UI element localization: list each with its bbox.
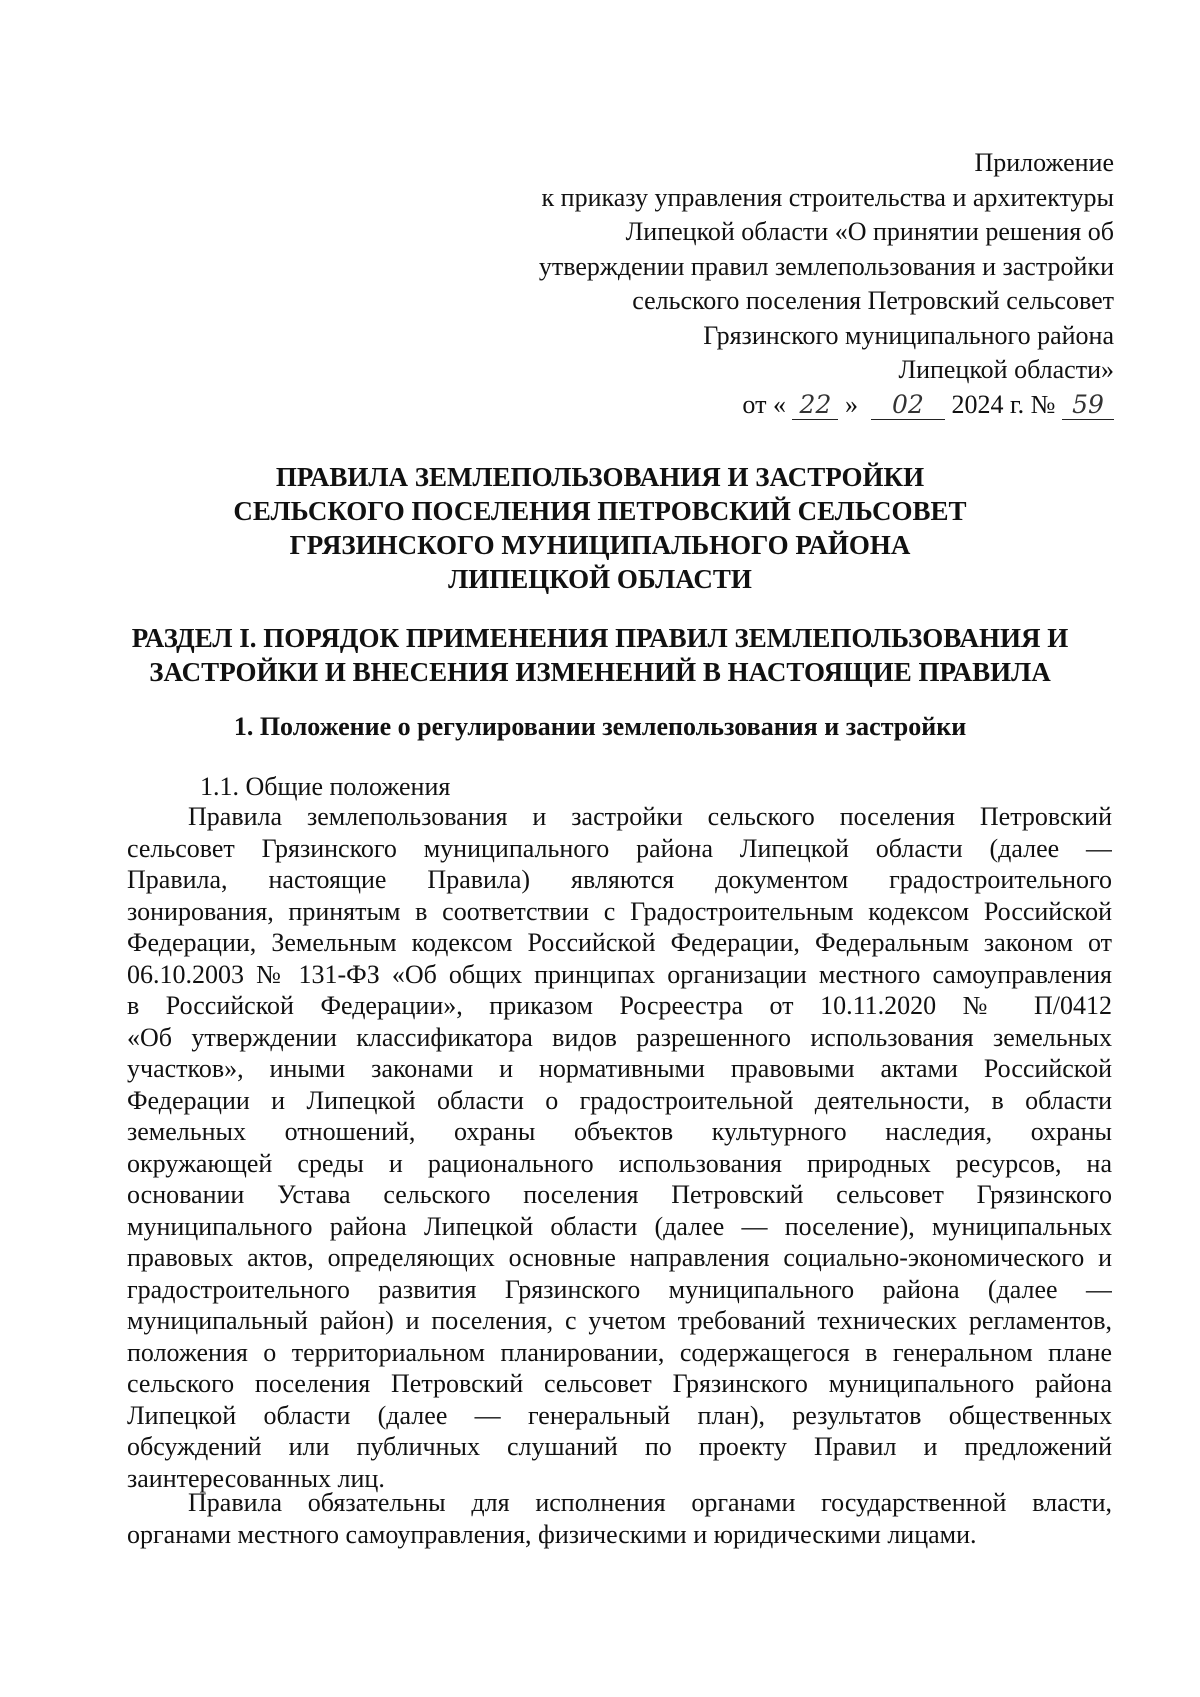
appendix-header (539, 146, 1114, 422)
paragraph-line: заинтересованных лиц. (127, 1463, 385, 1493)
paragraph-line: «Об утверждении классификатора видов разрешенного использования земельных (127, 1022, 1112, 1052)
title-line: ЛИПЕЦКОЙ ОБЛАСТИ (448, 564, 752, 594)
title-line: ПРАВИЛА ЗЕМЛЕПОЛЬЗОВАНИЯ И ЗАСТРОЙКИ (275, 462, 925, 492)
paragraph-line: Правила землепользования и застройки сельского поселения Петровский (188, 802, 1112, 831)
subsubsection-heading: 1.1. Общие положения (200, 772, 451, 801)
paragraph-line: положения о территориальном планировании, содержащегося в генеральном плане (127, 1337, 1112, 1367)
paragraph-line: муниципального района Липецкой области (далее — поселение), муниципальных (127, 1211, 1112, 1241)
body-paragraph-1 (127, 801, 1112, 1494)
handwritten-day: 22 (792, 391, 838, 420)
appendix-line: Грязинского муниципального района (703, 320, 1114, 350)
title-line: СЕЛЬСКОГО ПОСЕЛЕНИЯ ПЕТРОВСКИЙ СЕЛЬСОВЕТ (233, 496, 967, 526)
paragraph-line: правовых актов, определяющих основные направления социально-экономического и (127, 1243, 1112, 1272)
date-prefix: от « (742, 389, 786, 419)
body-paragraph-2 (127, 1487, 1112, 1550)
paragraph-line: земельных отношений, охраны объектов культурного наследия, охраны (127, 1117, 1112, 1146)
order-date-line (539, 388, 1114, 423)
paragraph-line: зонирования, принятым в соответствии с Градостроительным кодексом Российской (127, 896, 1112, 926)
date-quote-close: » (844, 389, 858, 419)
paragraph-line: 06.10.2003 № 131-ФЗ «Об общих принципах организации местного самоуправления (127, 959, 1112, 989)
paragraph-line: Правила обязательны для исполнения органами государственной власти, (188, 1488, 1112, 1517)
subsection-heading: 1. Положение о регулировании землепользования и застройки (233, 712, 967, 741)
appendix-line: Липецкой области» (898, 355, 1114, 384)
paragraph-line: окружающей среды и рационального использования природных ресурсов, на (127, 1148, 1112, 1178)
paragraph-line: муниципальный район) и поселения, с учетом требований технических регламентов, (127, 1306, 1112, 1335)
paragraph-line: Правила, настоящие Правила) являются документом градостроительного (127, 865, 1112, 894)
paragraph-line: в Российской Федерации», приказом Росреестра от 10.11.2020 № П/0412 (127, 991, 1112, 1020)
section-heading-line: РАЗДЕЛ I. ПОРЯДОК ПРИМЕНЕНИЯ ПРАВИЛ ЗЕМЛЕПОЛЬЗОВАНИЯ И (131, 623, 1069, 653)
paragraph-line: градостроительного развития Грязинского муниципального района (далее — (127, 1274, 1112, 1304)
appendix-line: утверждении правил землепользования и застройки (538, 251, 1114, 281)
year-and-number-label: 2024 г. № (951, 389, 1056, 419)
paragraph-line: обсуждений или публичных слушаний по проекту Правил и предложений (127, 1432, 1112, 1461)
title-line: ГРЯЗИНСКОГО МУНИЦИПАЛЬНОГО РАЙОНА (289, 530, 911, 560)
section-heading-line: ЗАСТРОЙКИ И ВНЕСЕНИЯ ИЗМЕНЕНИЙ В НАСТОЯЩИЕ ПРАВИЛА (149, 657, 1051, 687)
paragraph-line: сельского поселения Петровский сельсовет Грязинского муниципального района (127, 1369, 1112, 1398)
appendix-line: к приказу управления строительства и архитектуры (541, 182, 1114, 212)
document-title (86, 460, 1114, 596)
handwritten-month: 02 (871, 391, 945, 420)
paragraph-line: основании Устава сельского поселения Петровский сельсовет Грязинского (127, 1180, 1112, 1209)
appendix-line: Приложение (974, 148, 1114, 177)
paragraph-line: участков», иными законами и нормативными правовыми актами Российской (127, 1054, 1112, 1083)
paragraph-line: Липецкой области (далее — генеральный план), результатов общественных (127, 1400, 1112, 1430)
paragraph-line: Федерации, Земельным кодексом Российской Федерации, Федеральным законом от (127, 928, 1112, 957)
section-heading (86, 621, 1114, 689)
handwritten-order-number: 59 (1062, 391, 1114, 420)
paragraph-line: сельсовет Грязинского муниципального района Липецкой области (далее — (127, 833, 1112, 863)
paragraph-line: органами местного самоуправления, физическими и юридическими лицами. (127, 1519, 977, 1549)
appendix-line: Липецкой области «О принятии решения об (625, 217, 1114, 246)
appendix-line: сельского поселения Петровский сельсовет (632, 286, 1114, 315)
paragraph-line: Федерации и Липецкой области о градостроительной деятельности, в области (127, 1085, 1112, 1115)
